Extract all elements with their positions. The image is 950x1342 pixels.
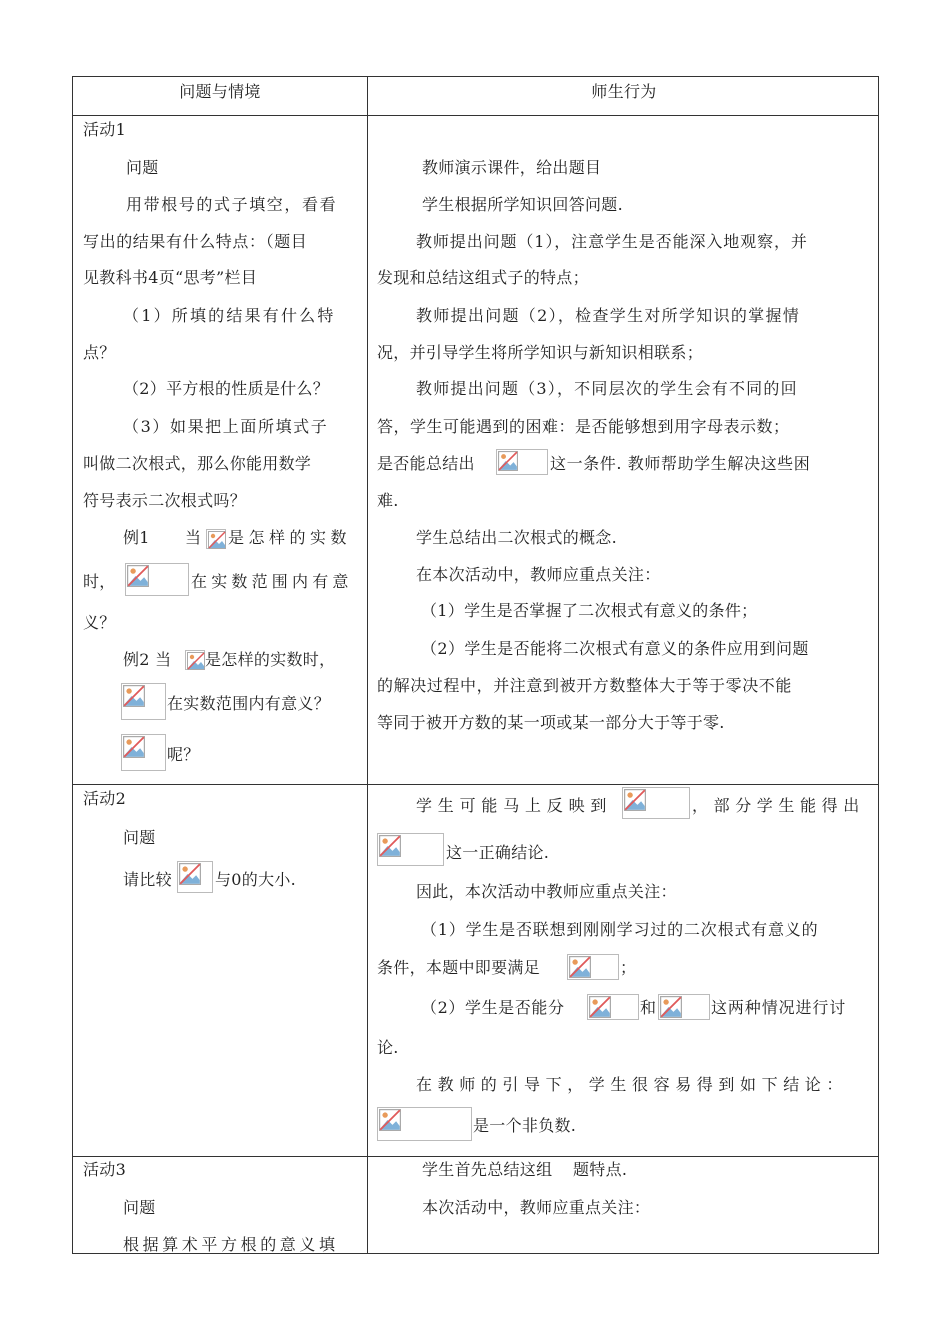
activity-1-action: 在本次活动中，教师应重点关注： <box>416 565 661 584</box>
broken-image-icon <box>208 531 226 549</box>
formula-image <box>177 861 213 893</box>
broken-image-icon <box>379 835 401 857</box>
formula-image <box>121 683 166 720</box>
broken-image-icon <box>569 956 591 978</box>
header-problem-context: 问题与情境 <box>179 82 261 101</box>
activity-1-action: 的解决过程中，并注意到被开方数整体大于等于零决不能 <box>377 676 793 695</box>
activity-3-action: 题特点. <box>573 1160 628 1179</box>
activity-1-action: 答，学生可能遇到的困难：是否能够想到用字母表示数； <box>377 417 790 436</box>
activity-2-action: 因此，本次活动中教师应重点关注： <box>416 882 677 901</box>
header-teacher-student-actions: 师生行为 <box>591 82 657 101</box>
activity-1-action: 教师提出问题（3），不同层次的学生会有不同的回 <box>416 379 798 398</box>
activity-1-text: （1）所填的结果有什么特 <box>123 306 336 325</box>
activity-2-action: 条件，本题中即要满足 <box>377 958 541 977</box>
broken-image-icon <box>127 565 149 587</box>
activity-3-title: 活动3 <box>83 1160 127 1179</box>
formula-image <box>496 449 548 475</box>
broken-image-icon <box>187 652 205 670</box>
activity-3-text: 根据算术平方根的意义填 <box>123 1235 339 1254</box>
activity-1-action: 教师提出问题（1），注意学生是否能深入地观察，并 <box>416 232 808 251</box>
activity-1-action: 难. <box>377 491 399 510</box>
formula-image <box>121 734 166 771</box>
formula-image <box>377 833 444 866</box>
activity-1-action: 教师提出问题（2），检查学生对所学知识的掌握情 <box>416 306 801 325</box>
activity-1-text: 符号表示二次根式吗？ <box>83 491 247 510</box>
activity-3-action: 学生首先总结这组 <box>422 1160 553 1179</box>
broken-image-icon <box>123 736 145 758</box>
activity-2-action: 这两种情况进行讨 <box>711 998 847 1017</box>
activity-1-text: 用带根号的式子填空，看看 <box>126 195 338 214</box>
activity-2-action: 是一个非负数. <box>473 1116 577 1135</box>
activity-2-action: 这一正确结论. <box>446 843 550 862</box>
activity-2-text: 与0的大小. <box>215 870 297 889</box>
activity-2-question-label: 问题 <box>123 828 156 847</box>
activity-2-action: ，部分学生能得出 <box>692 796 865 815</box>
example-1-text: 时， <box>83 572 116 591</box>
activity-1-action: 发现和总结这组式子的特点； <box>377 268 589 287</box>
broken-image-icon <box>498 451 518 471</box>
broken-image-icon <box>624 789 646 811</box>
activity-2-action: 学生可能马上反映到 <box>416 796 613 815</box>
activity-1-action: 这一条件. 教师帮助学生解决这些困 <box>550 454 811 473</box>
example-1-text: 当 <box>185 528 202 547</box>
activity-1-question-label: 问题 <box>126 158 159 177</box>
example-1-text: 是怎样的实数 <box>228 528 352 547</box>
formula-image <box>587 994 639 1020</box>
example-1-text: 在实数范围内有意 <box>191 572 353 591</box>
activity-1-text: 见教科书4页“思考”栏目 <box>83 268 258 287</box>
activity-1-action: （1）学生是否掌握了二次根式有意义的条件； <box>421 601 758 620</box>
activity-1-action: 等同于被开方数的某一项或某一部分大于等于零. <box>377 713 725 732</box>
example-2-text: 呢？ <box>167 745 200 764</box>
activity-2-action: 和 <box>640 998 657 1017</box>
broken-image-icon <box>660 996 682 1018</box>
formula-image <box>125 563 189 596</box>
broken-image-icon <box>589 996 611 1018</box>
activity-1-text: 叫做二次根式，那么你能用数学 <box>83 454 312 473</box>
formula-image <box>658 994 710 1020</box>
activity-1-text: （3）如果把上面所填式子 <box>123 417 329 436</box>
activity-2-action: （1）学生是否联想到刚刚学习过的二次根式有意义的 <box>421 920 819 939</box>
activity-1-text: 写出的结果有什么特点：（题目 <box>83 232 308 251</box>
example-1-label: 例1 <box>123 528 150 547</box>
example-2-label: 例2 当 <box>123 650 172 669</box>
formula-image <box>622 787 690 819</box>
lesson-table <box>72 76 879 1254</box>
row-divider-1 <box>73 784 878 785</box>
activity-1-text: （2）平方根的性质是什么？ <box>123 379 330 398</box>
row-divider-2 <box>73 1156 878 1157</box>
activity-2-action: ； <box>620 958 637 977</box>
activity-1-action: 是否能总结出 <box>377 454 475 473</box>
formula-image <box>567 954 619 980</box>
activity-2-action: 在教师的引导下，学生很容易得到如下结论： <box>416 1075 849 1094</box>
activity-2-text: 请比较 <box>123 870 172 889</box>
broken-image-icon <box>179 863 201 885</box>
activity-1-action: （2）学生是否能将二次根式有意义的条件应用到问题 <box>421 639 809 658</box>
broken-image-icon <box>123 685 145 707</box>
activity-1-text: 点？ <box>83 343 116 362</box>
activity-1-action: 况，并引导学生将所学知识与新知识相联系； <box>377 343 704 362</box>
activity-2-action: 论. <box>377 1038 399 1057</box>
activity-3-question-label: 问题 <box>123 1198 156 1217</box>
activity-2-title: 活动2 <box>83 789 127 808</box>
formula-image <box>377 1107 472 1141</box>
activity-1-action: 教师演示课件，给出题目 <box>422 158 602 177</box>
activity-1-action: 学生总结出二次根式的概念. <box>416 528 617 547</box>
activity-2-action: （2）学生是否能分 <box>421 998 565 1017</box>
example-2-text: 在实数范围内有意义？ <box>167 694 331 713</box>
example-2-text: 是怎样的实数时， <box>205 650 336 669</box>
formula-image <box>185 650 205 670</box>
activity-1-action: 学生根据所学知识回答问题. <box>422 195 623 214</box>
row-divider-header <box>73 115 878 116</box>
broken-image-icon <box>379 1109 401 1131</box>
example-1-text: 义？ <box>83 613 116 632</box>
activity-3-action: 本次活动中，教师应重点关注： <box>422 1198 651 1217</box>
formula-image <box>206 529 226 549</box>
activity-1-title: 活动1 <box>83 120 127 139</box>
column-divider <box>367 77 368 1253</box>
